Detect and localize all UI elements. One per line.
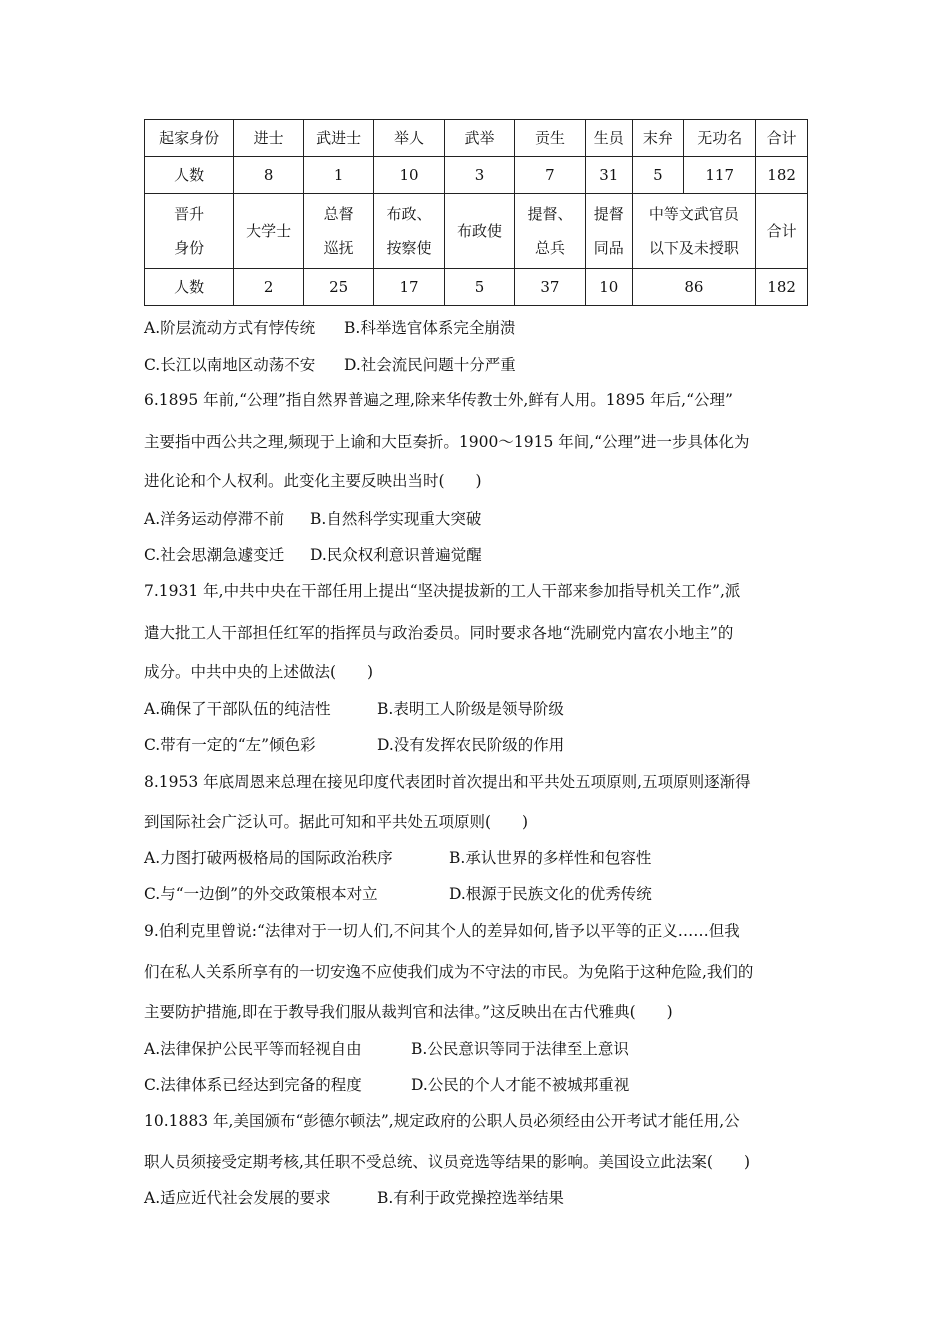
table-cell xyxy=(632,194,756,269)
table-cell: 贡生 xyxy=(514,120,585,157)
q5-options-ab xyxy=(144,316,515,338)
table-cell: 生员 xyxy=(585,120,632,157)
q6-stem-line: 主要指中西公共之理,频现于上谕和大臣奏折。1900～1915 年间,“公理”进一步具体化为 xyxy=(144,433,750,451)
table-cell: 1 xyxy=(304,157,374,194)
q8-option-d: D.根源于民族文化的优秀传统 xyxy=(449,885,652,903)
q9-option-b: B.公民意识等同于法律至上意识 xyxy=(411,1040,629,1058)
q8-options-ab xyxy=(144,846,651,868)
q5-option-c: C.长江以南地区动荡不安 xyxy=(144,356,316,374)
q6-stem-line: 进化论和个人权利。此变化主要反映出当时( ) xyxy=(144,472,482,490)
table-cell: 大学士 xyxy=(234,194,304,269)
table-cell: 5 xyxy=(445,269,515,306)
q10-stem-line: 职人员须接受定期考核,其任职不受总统、议员竞选等结果的影响。美国设立此法案( ) xyxy=(144,1153,751,1171)
cell-line: 同品 xyxy=(593,239,624,257)
q9-options-cd xyxy=(144,1073,629,1095)
table-cell: 86 xyxy=(632,269,756,306)
table-cell: 117 xyxy=(684,157,756,194)
cell-line: 按察使 xyxy=(386,239,432,257)
q5-options-cd xyxy=(144,353,516,375)
cell-line: 以下及未授职 xyxy=(648,239,739,257)
cell-line: 晋升 xyxy=(174,205,205,223)
table-cell: 进士 xyxy=(234,120,304,157)
table-cell: 17 xyxy=(374,269,445,306)
table-cell: 182 xyxy=(756,157,808,194)
table-cell: 武进士 xyxy=(304,120,374,157)
table-cell: 合计 xyxy=(756,120,808,157)
table-cell: 举人 xyxy=(374,120,445,157)
q7-option-d: D.没有发挥农民阶级的作用 xyxy=(377,736,565,754)
table-cell: 3 xyxy=(445,157,515,194)
table-cell: 合计 xyxy=(756,194,808,269)
q6-options-cd xyxy=(144,543,482,565)
table-cell: 末弁 xyxy=(632,120,684,157)
table-cell: 无功名 xyxy=(684,120,756,157)
q9-options-ab xyxy=(144,1037,629,1059)
table-cell: 182 xyxy=(756,269,808,306)
table-cell: 起家身份 xyxy=(145,120,234,157)
table-cell xyxy=(145,194,234,269)
table-cell: 武举 xyxy=(445,120,515,157)
cell-line: 中等文武官员 xyxy=(648,205,739,223)
q10-stem-line: 10.1883 年,美国颁布“彭德尔顿法”,规定政府的公职人员必须经由公开考试才能任用,公 xyxy=(144,1112,740,1130)
q7-option-a: A.确保了干部队伍的纯洁性 xyxy=(144,700,331,718)
table-cell xyxy=(374,194,445,269)
table-cell: 25 xyxy=(304,269,374,306)
cell-line: 提督 xyxy=(593,205,624,223)
q6-stem-line: 6.1895 年前,“公理”指自然界普遍之理,除来华传教士外,鲜有人用。1895 年后,“公理” xyxy=(144,391,733,409)
table-row xyxy=(145,194,808,269)
table-cell: 10 xyxy=(374,157,445,194)
q8-stem-line: 8.1953 年底周恩来总理在接见印度代表团时首次提出和平共处五项原则,五项原则逐渐得 xyxy=(144,773,751,791)
q9-option-c: C.法律体系已经达到完备的程度 xyxy=(144,1076,362,1094)
q10-option-b: B.有利于政党操控选举结果 xyxy=(377,1189,564,1207)
q10-option-a: A.适应近代社会发展的要求 xyxy=(144,1189,331,1207)
table-cell: 37 xyxy=(514,269,585,306)
q6-option-d: D.民众权利意识普遍觉醒 xyxy=(310,546,482,564)
q8-option-b: B.承认世界的多样性和包容性 xyxy=(449,849,652,867)
table-cell: 人数 xyxy=(145,269,234,306)
table-cell: 人数 xyxy=(145,157,234,194)
q9-stem-line: 们在私人关系所享有的一切安逸不应使我们成为不守法的市民。为免陷于这种危险,我们的 xyxy=(144,963,754,981)
q5-option-a: A.阶层流动方式有悖传统 xyxy=(144,319,316,337)
q7-stem-line: 遣大批工人干部担任红军的指挥员与政治委员。同时要求各地“洗刷党内富农小地主”的 xyxy=(144,624,734,642)
cell-line: 布政、 xyxy=(386,205,432,223)
q10-options-ab xyxy=(144,1186,564,1208)
q7-option-b: B.表明工人阶级是领导阶级 xyxy=(377,700,564,718)
cell-line: 总督 xyxy=(323,205,354,223)
table-cell xyxy=(514,194,585,269)
q7-stem-line: 7.1931 年,中共中央在干部任用上提出“坚决提拔新的工人干部来参加指导机关工作”,派 xyxy=(144,582,741,600)
table-row xyxy=(145,157,808,194)
table-cell xyxy=(585,194,632,269)
q7-options-cd xyxy=(144,733,564,755)
q7-option-c: C.带有一定的“左”倾色彩 xyxy=(144,736,316,754)
q9-stem-line: 主要防护措施,即在于教导我们服从裁判官和法律。”这反映出在古代雅典( ) xyxy=(144,1003,673,1021)
table-cell: 31 xyxy=(585,157,632,194)
q8-options-cd xyxy=(144,882,652,904)
q5-option-b: B.科举选官体系完全崩溃 xyxy=(344,319,516,337)
table-row xyxy=(145,120,808,157)
cell-line: 提督、 xyxy=(527,205,573,223)
q8-stem-line: 到国际社会广泛认可。据此可知和平共处五项原则( ) xyxy=(144,813,529,831)
table-cell: 10 xyxy=(585,269,632,306)
table-cell: 8 xyxy=(234,157,304,194)
q9-stem-line: 9.伯利克里曾说:“法律对于一切人们,不问其个人的差异如何,皆予以平等的正义……但我 xyxy=(144,922,740,940)
table-cell: 2 xyxy=(234,269,304,306)
cell-line: 总兵 xyxy=(534,239,565,257)
cell-line: 巡抚 xyxy=(323,239,354,257)
q6-option-a: A.洋务运动停滞不前 xyxy=(144,510,285,528)
cell-line: 身份 xyxy=(174,239,205,257)
table-cell: 7 xyxy=(514,157,585,194)
table-row xyxy=(145,269,808,306)
table-cell: 5 xyxy=(632,157,684,194)
q8-option-a: A.力图打破两极格局的国际政治秩序 xyxy=(144,849,393,867)
q7-stem-line: 成分。中共中央的上述做法( ) xyxy=(144,663,374,681)
q9-option-d: D.公民的个人才能不被城邦重视 xyxy=(411,1076,630,1094)
q9-option-a: A.法律保护公民平等而轻视自由 xyxy=(144,1040,362,1058)
q5-option-d: D.社会流民问题十分严重 xyxy=(344,356,516,374)
q6-option-b: B.自然科学实现重大突破 xyxy=(310,510,482,528)
official-origins-table xyxy=(144,119,808,306)
table-cell: 布政使 xyxy=(445,194,515,269)
q8-option-c: C.与“一边倒”的外交政策根本对立 xyxy=(144,885,378,903)
q6-options-ab xyxy=(144,507,481,529)
q6-option-c: C.社会思潮急遽变迁 xyxy=(144,546,285,564)
q7-options-ab xyxy=(144,697,564,719)
table-cell xyxy=(304,194,374,269)
